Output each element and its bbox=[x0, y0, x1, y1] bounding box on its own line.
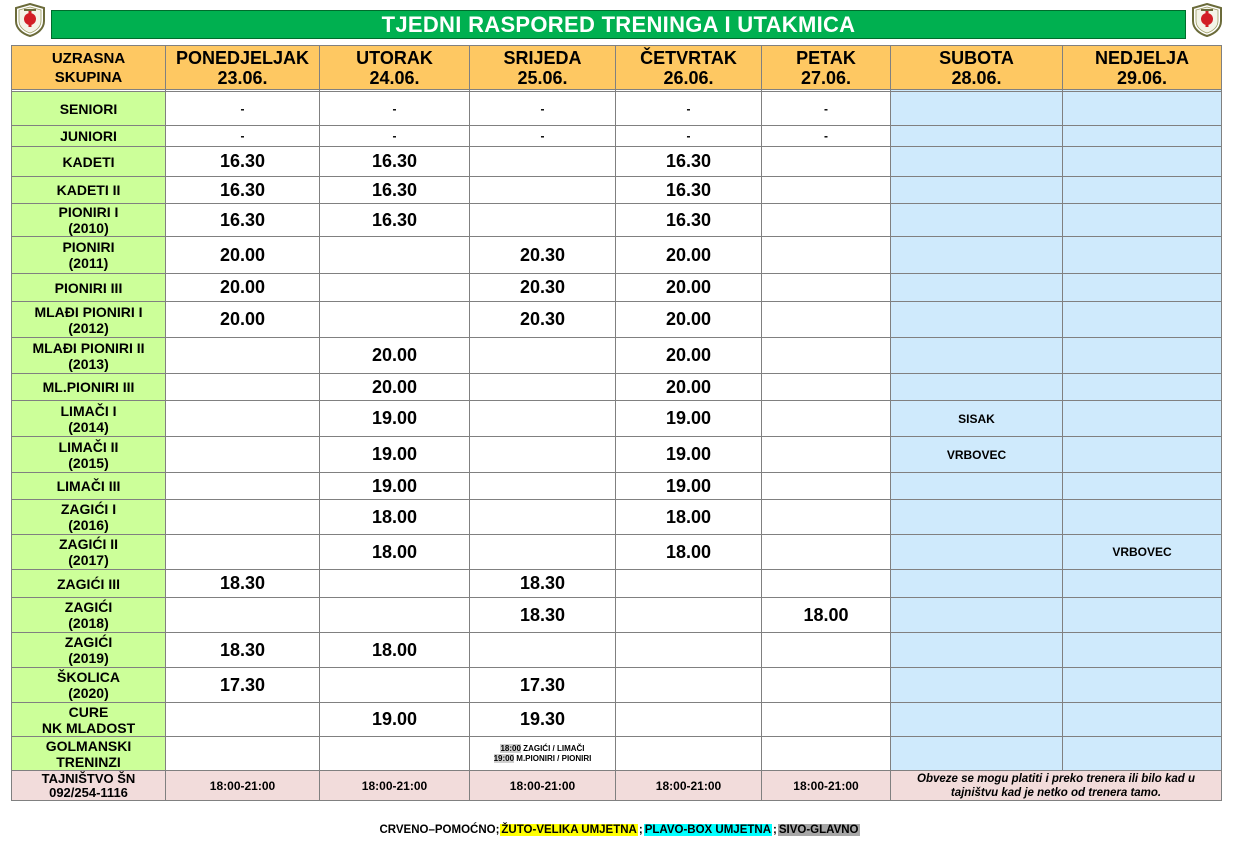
weekend-cell bbox=[1063, 92, 1222, 126]
weekend-cell bbox=[1063, 703, 1222, 737]
time-cell bbox=[320, 570, 470, 598]
time-cell bbox=[762, 500, 891, 535]
time-cell: 20.00 bbox=[320, 374, 470, 401]
time-cell bbox=[762, 274, 891, 302]
group-year: NK MLADOST bbox=[41, 719, 136, 736]
time-cell bbox=[470, 500, 616, 535]
day-name: ČETVRTAK bbox=[640, 47, 737, 68]
time-cell bbox=[166, 473, 320, 500]
time-cell bbox=[470, 633, 616, 668]
time-cell: 19.00 bbox=[320, 703, 470, 737]
time-cell: 19.00 bbox=[320, 473, 470, 500]
time-cell: 20.30 bbox=[470, 237, 616, 274]
weekend-cell bbox=[891, 237, 1063, 274]
weekend-cell bbox=[891, 177, 1063, 204]
time-cell: 16.30 bbox=[166, 147, 320, 177]
office-note-line: tajništvu kad je netko od trenera tamo. bbox=[950, 786, 1162, 799]
time-cell bbox=[762, 473, 891, 500]
time-cell: 16.30 bbox=[320, 177, 470, 204]
day-date: 29.06. bbox=[1116, 67, 1168, 88]
weekend-cell bbox=[891, 570, 1063, 598]
group-year: (2018) bbox=[68, 615, 109, 631]
day-date: 24.06. bbox=[369, 67, 420, 88]
time-cell: 20.00 bbox=[166, 237, 320, 274]
legend-separator: ; bbox=[638, 824, 643, 836]
group-name: LIMAČI III bbox=[56, 478, 121, 494]
time-cell: 18.00 bbox=[320, 535, 470, 570]
day-name: PONEDJELJAK bbox=[175, 47, 310, 68]
time-cell bbox=[166, 737, 320, 771]
header-day bbox=[470, 46, 616, 90]
group-name-cell bbox=[12, 598, 166, 633]
weekend-cell bbox=[1063, 401, 1222, 437]
group-name: MLAĐI PIONIRI I bbox=[34, 303, 143, 320]
weekend-cell bbox=[1063, 126, 1222, 147]
group-name: ZAGIĆI bbox=[64, 599, 113, 615]
day-name: NEDJELJA bbox=[1094, 47, 1190, 68]
weekend-cell bbox=[1063, 473, 1222, 500]
day-name: SUBOTA bbox=[939, 47, 1014, 68]
group-name-cell bbox=[12, 338, 166, 374]
time-cell: 19.00 bbox=[616, 401, 762, 437]
weekend-cell bbox=[891, 147, 1063, 177]
header-day bbox=[166, 46, 320, 90]
weekend-cell bbox=[1063, 177, 1222, 204]
note-time: 18:00 bbox=[500, 743, 521, 753]
day-name: PETAK bbox=[796, 47, 856, 68]
time-cell: 16.30 bbox=[616, 147, 762, 177]
time-cell: 19.00 bbox=[320, 401, 470, 437]
office-hours: 18:00-21:00 bbox=[762, 771, 891, 801]
weekend-cell bbox=[891, 633, 1063, 668]
weekend-cell bbox=[891, 126, 1063, 147]
weekend-cell bbox=[1063, 302, 1222, 338]
legend-red: CRVENO–POMOĆNO; bbox=[379, 824, 500, 836]
time-cell: - bbox=[616, 92, 762, 126]
time-cell: 20.00 bbox=[616, 374, 762, 401]
time-cell: 17.30 bbox=[470, 668, 616, 703]
office-label-cell bbox=[12, 771, 166, 801]
time-cell bbox=[762, 737, 891, 771]
weekend-cell bbox=[891, 668, 1063, 703]
header-day bbox=[762, 46, 891, 90]
time-cell: 19.30 bbox=[470, 703, 616, 737]
weekend-cell: VRBOVEC bbox=[1063, 535, 1222, 570]
club-crest-icon bbox=[1190, 3, 1224, 37]
schedule-body bbox=[12, 46, 1222, 801]
time-cell: 20.00 bbox=[616, 274, 762, 302]
time-cell: 16.30 bbox=[616, 177, 762, 204]
group-name: ŠKOLICA bbox=[57, 669, 120, 685]
group-name-cell bbox=[12, 570, 166, 598]
group-name: ZAGIĆI I bbox=[60, 501, 117, 517]
office-phone: 092/254-1116 bbox=[49, 784, 128, 800]
group-name: KADETI bbox=[62, 153, 115, 170]
group-name-cell bbox=[12, 126, 166, 147]
office-name: TAJNIŠTVO ŠN bbox=[41, 770, 136, 786]
table-row bbox=[12, 126, 1222, 147]
time-cell: - bbox=[616, 126, 762, 147]
club-crest-icon bbox=[13, 3, 47, 37]
time-cell: 19.00 bbox=[616, 473, 762, 500]
table-row bbox=[12, 92, 1222, 126]
time-cell: - bbox=[166, 126, 320, 147]
time-cell bbox=[166, 374, 320, 401]
group-name-cell bbox=[12, 92, 166, 126]
weekend-cell bbox=[891, 703, 1063, 737]
time-cell: - bbox=[762, 92, 891, 126]
day-date: 27.06. bbox=[800, 67, 852, 88]
table-row bbox=[12, 302, 1222, 338]
table-row bbox=[12, 177, 1222, 204]
goalkeeper-row bbox=[12, 737, 1222, 771]
group-name: PIONIRI III bbox=[54, 279, 123, 296]
group-name: CURE bbox=[68, 703, 109, 720]
group-name-cell bbox=[12, 703, 166, 737]
weekend-cell bbox=[1063, 338, 1222, 374]
time-cell bbox=[166, 338, 320, 374]
group-name: ZAGIĆI bbox=[64, 634, 113, 650]
weekend-cell bbox=[1063, 633, 1222, 668]
page-title: TJEDNI RASPORED TRENINGA I UTAKMICA bbox=[51, 10, 1186, 39]
office-hours: 18:00-21:00 bbox=[320, 771, 470, 801]
note-time: 19:00 bbox=[493, 753, 515, 763]
time-cell bbox=[320, 737, 470, 771]
time-cell bbox=[470, 147, 616, 177]
weekend-cell: SISAK bbox=[891, 401, 1063, 437]
time-cell bbox=[320, 668, 470, 703]
weekend-cell bbox=[891, 535, 1063, 570]
office-note bbox=[891, 771, 1222, 801]
time-cell: 20.00 bbox=[616, 338, 762, 374]
time-cell: - bbox=[762, 126, 891, 147]
time-cell: 18.30 bbox=[166, 570, 320, 598]
weekend-cell bbox=[1063, 204, 1222, 237]
time-cell bbox=[616, 570, 762, 598]
table-row bbox=[12, 633, 1222, 668]
weekend-cell bbox=[1063, 237, 1222, 274]
group-year: (2010) bbox=[68, 220, 109, 236]
time-cell bbox=[616, 668, 762, 703]
day-name: SRIJEDA bbox=[503, 47, 582, 68]
weekend-cell bbox=[1063, 437, 1222, 473]
time-cell bbox=[320, 274, 470, 302]
table-row bbox=[12, 570, 1222, 598]
time-cell bbox=[616, 737, 762, 771]
weekend-cell bbox=[1063, 500, 1222, 535]
group-name-cell bbox=[12, 237, 166, 274]
weekend-cell bbox=[891, 374, 1063, 401]
weekend-cell bbox=[891, 473, 1063, 500]
legend-blue: PLAVO-BOX UMJETNA bbox=[644, 824, 771, 836]
group-year: (2011) bbox=[68, 255, 109, 271]
group-year: (2016) bbox=[68, 517, 109, 533]
office-hours: 18:00-21:00 bbox=[616, 771, 762, 801]
time-cell bbox=[470, 535, 616, 570]
time-cell: 16.30 bbox=[320, 147, 470, 177]
goalkeeper-note-line bbox=[470, 754, 615, 764]
time-cell bbox=[762, 338, 891, 374]
time-cell bbox=[762, 147, 891, 177]
header-row bbox=[12, 46, 1222, 90]
group-name-cell bbox=[12, 437, 166, 473]
group-name-cell bbox=[12, 473, 166, 500]
time-cell: 20.30 bbox=[470, 302, 616, 338]
time-cell bbox=[320, 302, 470, 338]
group-name: KADETI II bbox=[56, 182, 121, 198]
group-year: (2020) bbox=[68, 685, 109, 701]
weekend-cell bbox=[891, 737, 1063, 771]
group-year: (2019) bbox=[68, 650, 109, 666]
weekend-cell bbox=[891, 338, 1063, 374]
weekend-cell bbox=[1063, 598, 1222, 633]
color-legend bbox=[0, 824, 1238, 836]
group-name-cell bbox=[12, 177, 166, 204]
weekend-cell bbox=[891, 302, 1063, 338]
time-cell bbox=[616, 598, 762, 633]
table-row bbox=[12, 401, 1222, 437]
time-cell bbox=[762, 374, 891, 401]
group-year: (2013) bbox=[68, 355, 109, 372]
group-name-cell bbox=[12, 204, 166, 237]
group-name-cell bbox=[12, 274, 166, 302]
table-row bbox=[12, 500, 1222, 535]
header-day bbox=[1063, 46, 1222, 90]
time-cell: 20.00 bbox=[616, 302, 762, 338]
time-cell bbox=[166, 437, 320, 473]
time-cell: - bbox=[470, 126, 616, 147]
table-row bbox=[12, 237, 1222, 274]
group-name: MLAĐI PIONIRI II bbox=[32, 339, 145, 356]
time-cell bbox=[762, 302, 891, 338]
time-cell bbox=[762, 177, 891, 204]
time-cell bbox=[470, 401, 616, 437]
header-group-line2: SKUPINA bbox=[54, 68, 123, 86]
time-cell: - bbox=[320, 92, 470, 126]
header-day bbox=[320, 46, 470, 90]
table-row bbox=[12, 147, 1222, 177]
group-name: PIONIRI I bbox=[58, 204, 119, 220]
time-cell: 20.30 bbox=[470, 274, 616, 302]
time-cell: 16.30 bbox=[166, 204, 320, 237]
group-name-cell bbox=[12, 535, 166, 570]
schedule-table bbox=[11, 45, 1222, 801]
time-cell bbox=[762, 204, 891, 237]
header-group-cell bbox=[12, 46, 166, 90]
time-cell bbox=[762, 633, 891, 668]
goalkeeper-note bbox=[470, 737, 616, 771]
group-name-cell bbox=[12, 500, 166, 535]
time-cell bbox=[166, 500, 320, 535]
group-name: ZAGIĆI II bbox=[58, 536, 119, 552]
time-cell bbox=[166, 401, 320, 437]
table-row bbox=[12, 598, 1222, 633]
table-row bbox=[12, 204, 1222, 237]
group-name-cell bbox=[12, 374, 166, 401]
weekend-cell: VRBOVEC bbox=[891, 437, 1063, 473]
group-name: GOLMANSKI bbox=[45, 737, 132, 754]
table-row bbox=[12, 338, 1222, 374]
table-row bbox=[12, 437, 1222, 473]
group-name: ZAGIĆI III bbox=[57, 575, 120, 592]
time-cell bbox=[616, 703, 762, 737]
time-cell bbox=[762, 668, 891, 703]
weekend-cell bbox=[891, 204, 1063, 237]
time-cell bbox=[320, 237, 470, 274]
group-name: PIONIRI bbox=[62, 239, 115, 255]
time-cell: 18.00 bbox=[616, 500, 762, 535]
time-cell: - bbox=[470, 92, 616, 126]
time-cell: 18.30 bbox=[166, 633, 320, 668]
group-year: (2017) bbox=[68, 552, 109, 568]
group-name-cell bbox=[12, 302, 166, 338]
time-cell: 18.00 bbox=[320, 633, 470, 668]
time-cell: 16.30 bbox=[166, 177, 320, 204]
group-name-cell bbox=[12, 668, 166, 703]
group-year: (2015) bbox=[68, 454, 109, 471]
weekend-cell bbox=[1063, 668, 1222, 703]
time-cell bbox=[762, 401, 891, 437]
group-name: LIMAČI II bbox=[58, 438, 119, 455]
note-text: M.PIONIRI / PIONIRI bbox=[514, 753, 592, 763]
time-cell: 20.00 bbox=[166, 274, 320, 302]
time-cell bbox=[762, 535, 891, 570]
time-cell: 17.30 bbox=[166, 668, 320, 703]
group-name-cell bbox=[12, 147, 166, 177]
time-cell bbox=[470, 437, 616, 473]
legend-grey: SIVO-GLAVNO bbox=[778, 824, 859, 836]
goalkeeper-note-line bbox=[470, 744, 615, 754]
weekend-cell bbox=[1063, 570, 1222, 598]
table-row bbox=[12, 668, 1222, 703]
group-name-cell bbox=[12, 401, 166, 437]
time-cell bbox=[762, 703, 891, 737]
weekend-cell bbox=[891, 500, 1063, 535]
time-cell bbox=[166, 598, 320, 633]
time-cell bbox=[470, 338, 616, 374]
day-date: 25.06. bbox=[517, 67, 568, 88]
time-cell: 18.00 bbox=[320, 500, 470, 535]
time-cell: - bbox=[166, 92, 320, 126]
time-cell bbox=[470, 473, 616, 500]
time-cell: 18.00 bbox=[616, 535, 762, 570]
note-text: ZAGIĆI / LIMAČI bbox=[520, 743, 585, 753]
table-row bbox=[12, 535, 1222, 570]
weekend-cell bbox=[891, 274, 1063, 302]
time-cell bbox=[470, 204, 616, 237]
group-name: ML.PIONIRI III bbox=[42, 379, 135, 395]
day-date: 28.06. bbox=[951, 67, 1002, 88]
time-cell bbox=[166, 535, 320, 570]
time-cell bbox=[616, 633, 762, 668]
group-year: (2014) bbox=[68, 418, 109, 435]
group-name-cell bbox=[12, 633, 166, 668]
day-date: 26.06. bbox=[663, 67, 714, 88]
time-cell bbox=[320, 598, 470, 633]
time-cell bbox=[762, 570, 891, 598]
legend-yellow: ŽUTO-VELIKA UMJETNA bbox=[501, 824, 637, 836]
group-name-cell bbox=[12, 737, 166, 771]
group-name: LIMAČI I bbox=[60, 402, 117, 419]
time-cell: 16.30 bbox=[616, 204, 762, 237]
group-name: TRENINZI bbox=[56, 753, 121, 770]
weekend-cell bbox=[1063, 374, 1222, 401]
header-group-line1: UZRASNA bbox=[51, 49, 126, 67]
time-cell bbox=[470, 177, 616, 204]
weekend-cell bbox=[1063, 274, 1222, 302]
weekend-cell bbox=[891, 92, 1063, 126]
office-note-line: Obveze se mogu platiti i preko trenera ili bilo kad u bbox=[917, 772, 1195, 785]
office-row bbox=[12, 771, 1222, 801]
legend-separator: ; bbox=[773, 824, 777, 836]
table-row bbox=[12, 703, 1222, 737]
time-cell: 18.00 bbox=[762, 598, 891, 633]
time-cell bbox=[470, 374, 616, 401]
time-cell: 19.00 bbox=[616, 437, 762, 473]
time-cell: 16.30 bbox=[320, 204, 470, 237]
group-name: SENIORI bbox=[59, 100, 118, 117]
time-cell: - bbox=[320, 126, 470, 147]
table-row bbox=[12, 473, 1222, 500]
header-day bbox=[616, 46, 762, 90]
time-cell: 20.00 bbox=[166, 302, 320, 338]
header-day bbox=[891, 46, 1063, 90]
table-row bbox=[12, 374, 1222, 401]
time-cell bbox=[762, 437, 891, 473]
weekend-cell bbox=[1063, 737, 1222, 771]
group-year: (2012) bbox=[68, 319, 109, 336]
time-cell: 18.30 bbox=[470, 598, 616, 633]
table-row bbox=[12, 274, 1222, 302]
time-cell bbox=[762, 237, 891, 274]
weekend-cell bbox=[1063, 147, 1222, 177]
time-cell: 20.00 bbox=[616, 237, 762, 274]
time-cell: 18.30 bbox=[470, 570, 616, 598]
day-name: UTORAK bbox=[356, 47, 433, 68]
office-hours: 18:00-21:00 bbox=[470, 771, 616, 801]
day-date: 23.06. bbox=[217, 67, 268, 88]
time-cell bbox=[166, 703, 320, 737]
time-cell: 20.00 bbox=[320, 338, 470, 374]
group-name: JUNIORI bbox=[60, 128, 117, 144]
weekend-cell bbox=[891, 598, 1063, 633]
time-cell: 19.00 bbox=[320, 437, 470, 473]
office-hours: 18:00-21:00 bbox=[166, 771, 320, 801]
